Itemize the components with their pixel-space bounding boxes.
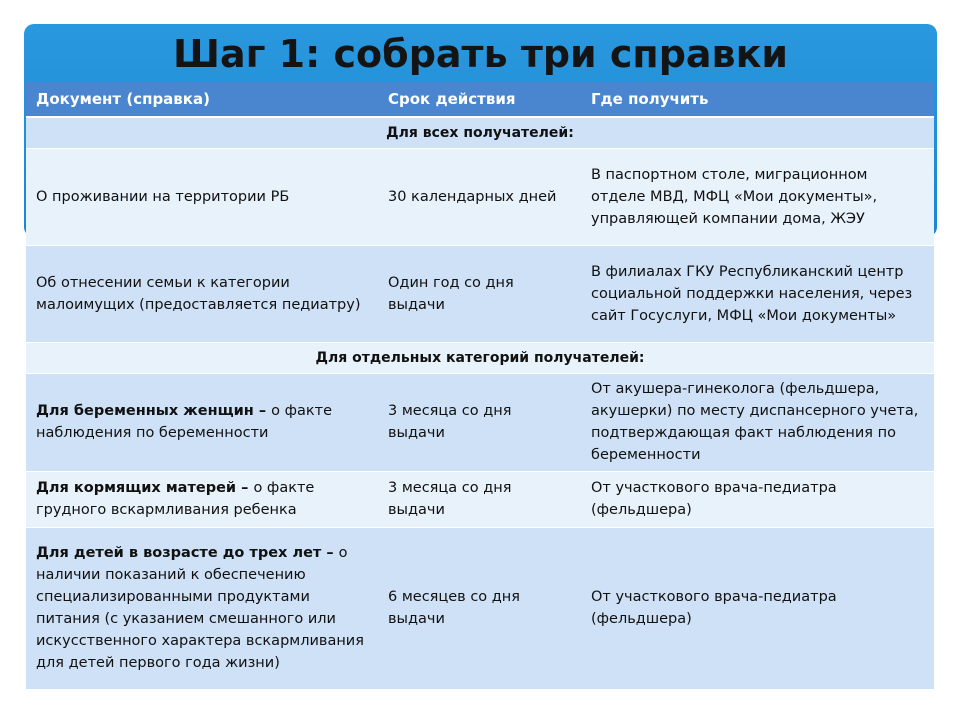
table-header-row — [26, 82, 934, 117]
table-row — [26, 471, 934, 527]
document-cell — [26, 245, 378, 342]
document-category: Для беременных женщин – — [36, 403, 272, 419]
where-cell: В паспортном столе, миграционном отделе МВД, МФЦ «Мои документы», управляющей компании дома, ЖЭУ — [581, 148, 934, 245]
table-row — [26, 148, 934, 245]
header-where: Где получить — [581, 82, 934, 117]
where-cell: От участкового врача-педиатра (фельдшера) — [581, 527, 934, 689]
section-label: Для всех получателей: — [26, 117, 934, 148]
where-cell: От участкового врача-педиатра (фельдшера) — [581, 471, 934, 527]
document-cell — [26, 148, 378, 245]
document-category: Для кормящих матерей – — [36, 480, 254, 496]
document-cell — [26, 471, 378, 527]
where-cell: В филиалах ГКУ Республиканский центр социальной поддержки населения, через сайт Госуслуги, МФЦ «Мои документы» — [581, 245, 934, 342]
section-label: Для отдельных категорий получателей: — [26, 342, 934, 373]
page-title: Шаг 1: собрать три справки — [173, 32, 788, 76]
document-text: о наличии показаний к обеспечению специализированными продуктами питания (с указанием смешанного или искусственного характера вскармливания для детей первого года жизни) — [36, 545, 364, 671]
documents-table — [26, 82, 934, 690]
document-cell — [26, 373, 378, 471]
section-row-all — [26, 117, 934, 148]
validity-cell: 6 месяцев со дня выдачи — [378, 527, 581, 689]
validity-cell: 3 месяца со дня выдачи — [378, 471, 581, 527]
where-cell: От акушера-гинеколога (фельдшера, акушерки) по месту диспансерного учета, подтверждающая факт наблюдения по беременности — [581, 373, 934, 471]
section-row-special — [26, 342, 934, 373]
document-text: о факте наблюдения по беременности — [36, 403, 333, 441]
validity-cell: 3 месяца со дня выдачи — [378, 373, 581, 471]
document-text: о факте грудного вскармливания ребенка — [36, 480, 315, 518]
header-document: Документ (справка) — [26, 82, 378, 117]
header-validity: Срок действия — [378, 82, 581, 117]
document-cell — [26, 527, 378, 689]
table-row — [26, 373, 934, 471]
validity-cell: 30 календарных дней — [378, 148, 581, 245]
validity-cell: Один год со дня выдачи — [378, 245, 581, 342]
table-row — [26, 527, 934, 689]
document-category: Для детей в возрасте до трех лет – — [36, 545, 339, 561]
table-row — [26, 245, 934, 342]
document-text: О проживании на территории РБ — [36, 188, 290, 205]
documents-table-container — [26, 82, 934, 690]
document-text: Об отнесении семьи к категории малоимущих (предоставляется педиатру) — [36, 274, 361, 313]
